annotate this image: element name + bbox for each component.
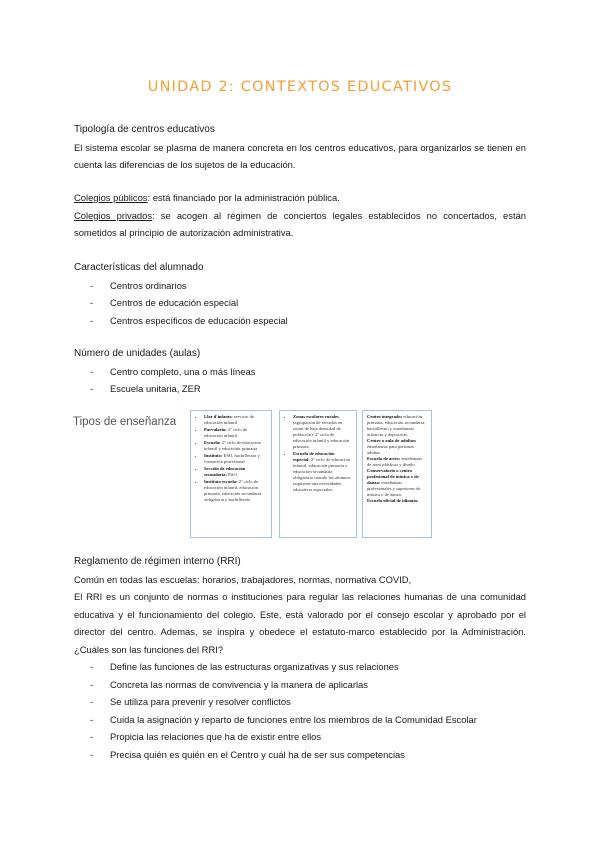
list-item: • Sección de educación secundaria: ESO (204, 466, 266, 478)
rri-comun: Común en todas las escuelas: horarios, trabajadores, normas, normativa COVID, (74, 573, 412, 585)
list-item: Centro o aula de adultos: enseñanzas para personas adultas. (367, 438, 417, 455)
alumnado-list (74, 277, 526, 330)
list-item: - Concreta las normas de convivencia y la manera de aplicarlas (74, 676, 526, 694)
list-item: - Precisa quién es quién en el Centro y cuál ha de ser sus competencias (74, 746, 526, 764)
list-item: - Define las funciones de las estructuras organizativas y sus relaciones (74, 658, 526, 676)
list-item: - Centros de educación especial (74, 294, 526, 312)
list-item: - Centros ordinarios (74, 277, 526, 295)
colegios-publicos-label: Colegios públicos (74, 192, 148, 203)
list-item: Centro integrado: educación primaria, educación secundaria, bachillerato y enseñanzas artísticas y deportivas. (367, 414, 426, 437)
rri-section (74, 553, 526, 763)
tipos-box-3 (362, 410, 432, 538)
list-item: • Escuela: 2º ciclo de educación infantil y educación primaria (204, 440, 266, 452)
rri-list (74, 658, 526, 763)
tipos-box-1 (190, 410, 272, 538)
unidades-heading: Número de unidades (aulas) (74, 348, 201, 359)
tipologia-heading: Tipología de centros educativos (74, 124, 215, 135)
list-item: • Instituto escuela: 2º ciclo de educación infantil, educación primaria, educación secundaria obligatoria y bachillerato (204, 479, 266, 503)
list-item: - Centro completo, una o más líneas (74, 363, 526, 381)
list-item: • Instituto: ESO, bachillerato y formación profesional (204, 453, 266, 465)
list-item: - Se utiliza para prevenir y resolver conflictos (74, 693, 526, 711)
list-item: - Cuida la asignación y reparto de funciones entre los miembros de la Comunidad Escolar (74, 711, 526, 729)
colegios-publicos-text: : está financiado por la administración pública. (147, 192, 340, 203)
colegios-section (74, 189, 526, 242)
tipos-box-2 (279, 410, 357, 538)
list-item: - Centros específicos de educación especial (74, 312, 526, 330)
list-item: Escuela oficial de idiomas. (367, 498, 419, 503)
alumnado-section (74, 259, 526, 329)
unidades-list (74, 363, 526, 398)
list-item: - Escuela unitaria, ZER (74, 380, 526, 398)
page-title: UNIDAD 2: CONTEXTOS EDUCATIVOS (147, 79, 453, 95)
list-item: • Parvulario: 2º ciclo de educación infantil (204, 427, 266, 439)
rri-text: El RRI es un conjunto de normas o instituciones para regular las relaciones humanas de una comunidad educativa y el funcionamiento del colegio. Este, está valorado por el consejo escolar y aprobado por el director del centro. Además, se inspira y obedece el estatuto-marco establecido por la Administración. ¿Cuáles son las funciones del RRI? (74, 591, 526, 655)
list-item: - Propicia las relaciones que ha de existir entre ellos (74, 728, 526, 746)
unidades-section (74, 345, 526, 398)
tipologia-text: El sistema escolar se plasma de manera concreta en los centros educativos, para organizarlos se tienen en cuenta las diferencias de los sujetos de la educación. (74, 141, 526, 170)
list-item: • Llar d'infants: servicio de educación infantil (204, 414, 266, 426)
list-item: Escuela de artes: enseñanzas de artes plásticas y diseño. (367, 456, 422, 467)
tipos-label: Tipos de enseñanza (73, 416, 177, 428)
tipologia-section (74, 121, 526, 174)
colegios-privados-label: Colegios privados (74, 209, 153, 221)
colegios-privados (74, 207, 526, 242)
colegios-privados-text: : se acogen al régimen de conciertos legales establecidos no concertados, están sometidos al principio de autorización administrativa. (74, 209, 526, 238)
list-item: • Zonas escolares rurales (agrupación de escuelas en zonas de baja densidad de población): 2º ciclo de educación infantil y educación primaria. (293, 414, 351, 450)
rri-heading: Reglamento de régimen interno (RRI) (74, 556, 241, 567)
alumnado-heading: Características del alumnado (74, 262, 204, 273)
colegios-publicos (74, 189, 526, 207)
list-item: Conservatorio o centro profesional de música o de danza: enseñanzas profesionales y superiores de música o de danza. (367, 468, 421, 497)
list-item: • Escuela de educación especial: 2º ciclo de educación infantil, educación primaria y educación secundaria obligatoria cuando los alumnos requieren una necesidades educativas especiales. (293, 451, 351, 493)
